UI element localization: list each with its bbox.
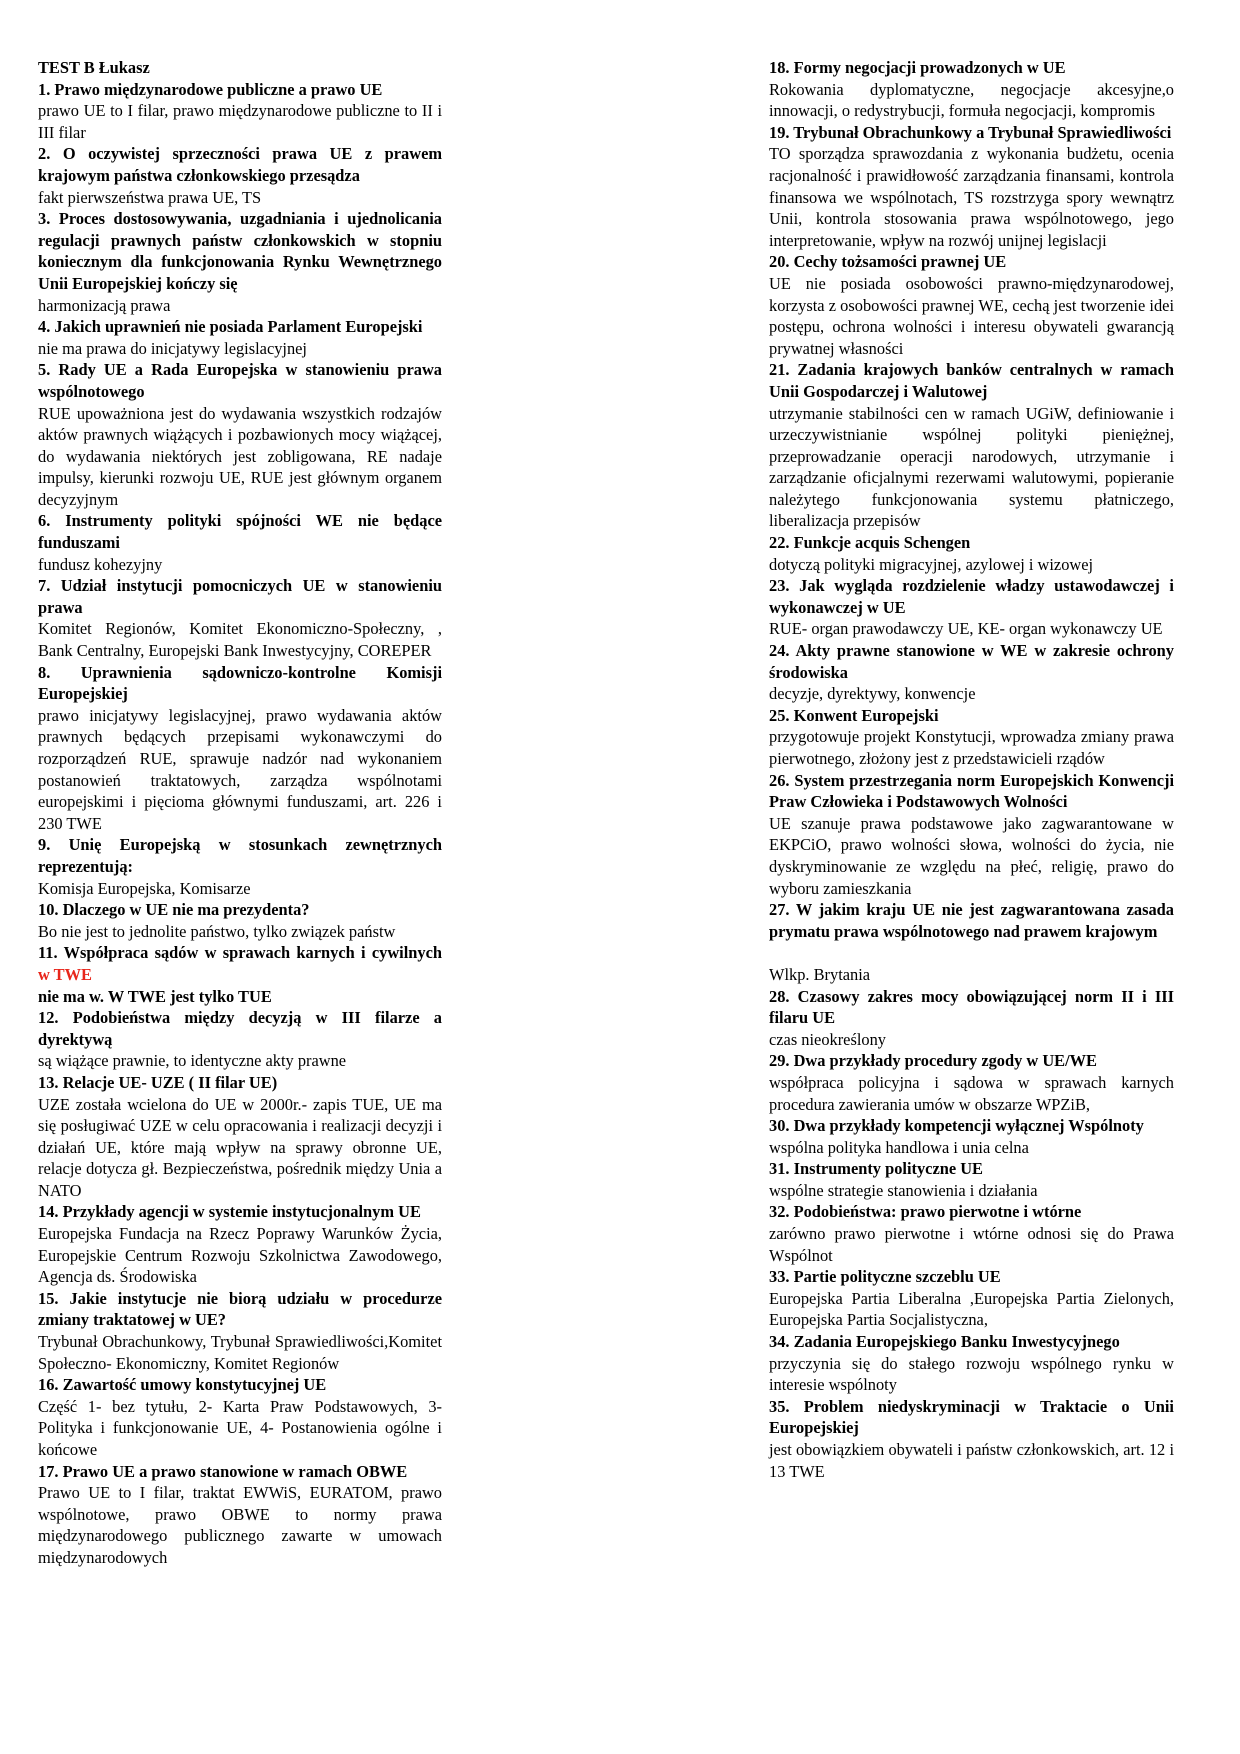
question [38,575,442,618]
answer: prawo inicjatywy legislacyjnej, prawo wydawania aktów prawnych będących przepisami wykonawczymi do rozporządzeń RUE, sprawuje nadzór nad wykonaniem postanowień traktatowych, zarządza wspólnotami europejskimi i pięcioma głównymi funduszami, art. 226 i 230 TWE [38,705,442,833]
answer: czas nieokreślony [769,1029,886,1049]
question-text: 27. W jakim kraju UE nie jest zagwarantowana zasada prymatu prawa wspólnotowego nad prawem krajowym [769,900,1174,941]
answer: Europejska Fundacja na Rzecz Poprawy Warunków Życia, Europejskie Centrum Rozwoju Szkolnictwa Zawodowego, Agencja ds. Środowiska [38,1224,442,1287]
question-text: 29. Dwa przykłady procedury zgody w UE/WE [769,1051,1097,1071]
question [38,1007,442,1050]
question-text: 34. Zadania Europejskiego Banku Inwestycyjnego [769,1332,1120,1352]
question [769,575,1174,618]
question-text: 17. Prawo UE a prawo stanowione w ramach OBWE [38,1461,408,1481]
question [38,1461,442,1483]
question-text: 22. Funkcje acquis Schengen [769,533,971,553]
question [38,316,442,338]
question-text: 35. Problem niedyskryminacji w Traktacie o Unii Europejskiej [769,1396,1174,1438]
question-text: 13. Relacje UE- UZE ( II filar UE) [38,1072,278,1092]
question-text: 24. Akty prawne stanowione w WE w zakresie ochrony środowiska [769,641,1174,682]
question-text: 3. Proces dostosowywania, uzgadniania i ujednolicania regulacji prawnych państw członkowskich w stopniu koniecznym dla funkcjonowania Rynku Wewnętrznego Unii Europejskiej kończy się [38,209,442,293]
answer: harmonizacją prawa [38,295,171,315]
question-text: 20. Cechy tożsamości prawnej UE [769,252,1007,272]
question [38,1201,442,1223]
question-text: 10. Dlaczego w UE nie ma prezydenta? [38,900,310,920]
question-text: 19. Trybunał Obrachunkowy a Trybunał Sprawiedliwości [769,122,1172,142]
question [38,899,442,921]
answer: wspólne strategie stanowienia i działania [769,1180,1038,1200]
answer: Prawo UE to I filar, traktat EWWiS, EURATOM, prawo wspólnotowe, prawo OBWE to normy prawa międzynarodowego publicznego zawarte w umowach międzynarodowych [38,1483,442,1567]
question [769,1331,1174,1353]
answer: Wlkp. Brytania [769,964,871,984]
question-text: 2. O oczywistej sprzeczności prawa UE z prawem krajowym państwa członkowskiego przesądza [38,144,442,185]
question-text: 8. Uprawnienia sądowniczo-kontrolne Komisji Europejskiej [38,662,442,704]
question-text: 32. Podobieństwa: prawo pierwotne i wtórne [769,1202,1082,1222]
question-text: 11. Współpraca sądów w sprawach karnych i cywilnych [38,943,442,963]
question [38,662,442,705]
answer: wspólna polityka handlowa i unia celna [769,1137,1029,1157]
answer: dotyczą polityki migracyjnej, azylowej i wizowej [769,554,1094,574]
question [769,359,1174,402]
question [38,79,442,101]
question-text: 6. Instrumenty polityki spójności WE nie będące funduszami [38,511,442,553]
right-column [769,57,1174,1482]
question [38,834,442,877]
question [769,1266,1174,1288]
question-text: 26. System przestrzegania norm Europejskich Konwencji Praw Człowieka i Podstawowych Wolności [769,770,1174,812]
question [38,1072,442,1094]
question-text: 18. Formy negocjacji prowadzonych w UE [769,58,1066,77]
question [769,1158,1174,1180]
answer: UZE została wcielona do UE w 2000r.- zapis TUE, UE ma się posługiwać UZE w celu opracowania i realizacji decyzji i działań UE, które mają wpływ na sprawy obronne UE, relacje dotycza gł. Bezpieczeństwa, pośrednik między Unia a NATO [38,1094,442,1200]
question [769,532,1174,554]
answer: UE nie posiada osobowości prawno-międzynarodowej, korzysta z osobowości prawnej WE, cechą jest tworzenie idei postępu, ochrona wolności i interesu obywateli gwarancją prywatnej własności [769,273,1174,358]
answer: Rokowania dyplomatyczne, negocjacje akcesyjne,o innowacji, o redystrybucji, formuła negocjacji, kompromis [769,79,1174,121]
answer: Komitet Regionów, Komitet Ekonomiczno-Społeczny, , Bank Centralny, Europejski Bank Inwestycyjny, COREPER [38,619,442,661]
question [38,143,442,186]
question-text: 12. Podobieństwa między decyzją w III filarze a dyrektywą [38,1008,442,1049]
answer: Trybunał Obrachunkowy, Trybunał Sprawiedliwości,Komitet Społeczno- Ekonomiczny, Komitet Regionów [38,1332,442,1373]
question-text: 15. Jakie instytucje nie biorą udziału w procedurze zmiany traktatowej w UE? [38,1288,442,1330]
question-text: 31. Instrumenty polityczne UE [769,1159,983,1179]
answer: Europejska Partia Liberalna ,Europejska Partia Zielonych, Europejska Partia Socjalistyczna, [769,1288,1174,1330]
question-text: 21. Zadania krajowych banków centralnych w ramach Unii Gospodarczej i Walutowej [769,360,1174,401]
question-text: 25. Konwent Europejski [769,705,939,725]
question [769,1115,1174,1137]
question [38,1288,442,1331]
answer: decyzje, dyrektywy, konwencje [769,684,976,704]
answer: współpraca policyjna i sądowa w sprawach karnych procedura zawierania umów w obszarze WPZiB, [769,1072,1174,1114]
question-text: 7. Udział instytucji pomocniczych UE w stanowieniu prawa [38,576,442,617]
question [769,1201,1174,1223]
question [38,942,442,985]
question [769,986,1174,1029]
answer: przyczynia się do stałego rozwoju wspólnego rynku w interesie wspólnoty [769,1353,1174,1395]
question [38,208,442,294]
left-column [38,57,442,1569]
answer: są wiążące prawnie, to identyczne akty prawne [38,1051,347,1071]
question-text: 28. Czasowy zakres mocy obowiązującej norm II i III filaru UE [769,986,1174,1028]
question-text: 14. Przykłady agencji w systemie instytucjonalnym UE [38,1202,421,1222]
answer: nie ma prawa do inicjatywy legislacyjnej [38,338,307,358]
answer: fakt pierwszeństwa prawa UE, TS [38,187,262,207]
answer: RUE- organ prawodawczy UE, KE- organ wykonawczy UE [769,619,1163,639]
question-text: 5. Rady UE a Rada Europejska w stanowieniu prawa wspólnotowego [38,360,442,401]
answer: TO sporządza sprawozdania z wykonania budżetu, ocenia racjonalność i prawidłowość zarządzania finansami, kontrola finansowa we wspólnotach, TS rozstrzyga spory wewnątrz Unii, kontrola stosowania prawa wspólnotowego, jego interpretowanie, wpływ na rozwój unijnej legislacji [769,144,1174,250]
question-text: 23. Jak wygląda rozdzielenie władzy ustawodawczej i wykonawczej w UE [769,576,1174,617]
question [769,1050,1174,1072]
answer: nie ma w. W TWE jest tylko TUE [38,986,272,1006]
answer: przygotowuje projekt Konstytucji, wprowadza zmiany prawa pierwotnego, złożony jest z przedstawicieli rządów [769,727,1174,768]
question-text: 4. Jakich uprawnień nie posiada Parlament Europejski [38,317,423,337]
answer: utrzymanie stabilności cen w ramach UGiW, definiowanie i urzeczywistnianie wspólnej polityki pieniężnej, przeprowadzanie operacji narodowych, utrzymanie i zarządzanie oficjalnymi rezerwami walutowymi, popieranie należytego funkcjonowania systemu płatniczego, liberalizacja przepisów [769,403,1174,531]
question-text: 1. Prawo międzynarodowe publiczne a prawo UE [38,79,383,99]
question [769,640,1174,683]
answer: Część 1- bez tytułu, 2- Karta Praw Podstawowych, 3- Polityka i funkcjonowanie UE, 4- Postanowienia ogólne i końcowe [38,1396,442,1459]
answer: zarówno prawo pierwotne i wtórne odnosi się do Prawa Wspólnot [769,1224,1174,1265]
question-text: 9. Unię Europejską w stosunkach zewnętrznych reprezentują: [38,835,442,876]
question [769,1396,1174,1439]
answer: jest obowiązkiem obywateli i państw członkowskich, art. 12 i 13 TWE [769,1440,1174,1481]
document-title: TEST B Łukasz [38,58,150,77]
answer: prawo UE to I filar, prawo międzynarodowe publiczne to II i III filar [38,101,442,142]
answer: RUE upoważniona jest do wydawania wszystkich rodzajów aktów prawnych wiążących i pozbawionych mocy wiążącej, do wydawania niektórych jest zobligowana, RE nadaje impulsy, kierunki rozwoju UE, RUE jest głównym organem decyzyjnym [38,403,442,509]
question [38,359,442,402]
question [769,251,1174,273]
answer: fundusz kohezyjny [38,554,163,574]
question [38,510,442,553]
question [769,770,1174,813]
question-text: 16. Zawartość umowy konstytucyjnej UE [38,1375,327,1395]
question-text: 30. Dwa przykłady kompetencji wyłącznej Wspólnoty [769,1116,1144,1136]
question [769,705,1174,727]
question [769,122,1174,144]
answer: UE szanuje prawa podstawowe jako zagwarantowane w EKPCiO, prawo wolności słowa, wolności do życia, nie dyskryminowanie ze względu na płeć, religię, prawo do wyboru zamieszkania [769,813,1174,898]
question [38,1374,442,1396]
answer: Bo nie jest to jednolite państwo, tylko związek państw [38,921,396,941]
question [769,899,1174,942]
question-text: 33. Partie polityczne szczeblu UE [769,1267,1001,1287]
question-highlight: w TWE [38,964,92,984]
answer: Komisja Europejska, Komisarze [38,878,251,898]
blank-line [769,942,1174,964]
question [769,57,1174,79]
